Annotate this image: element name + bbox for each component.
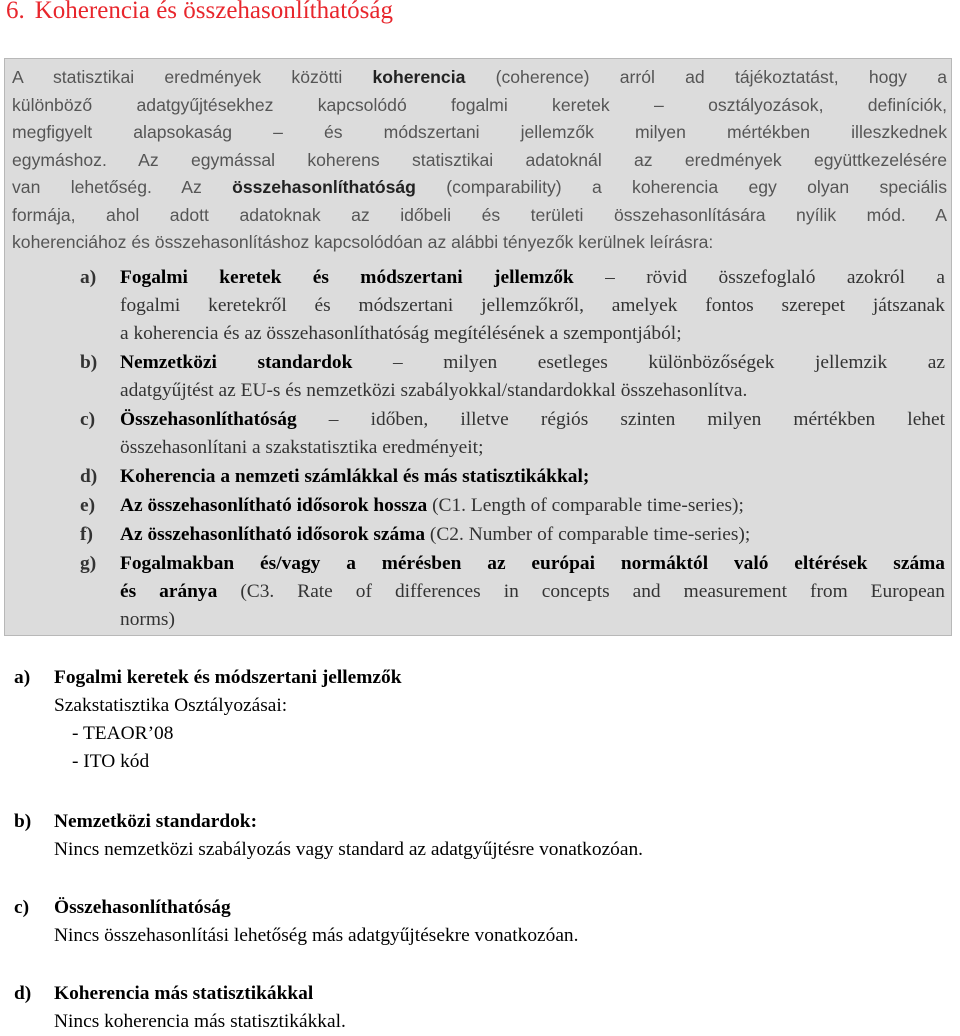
- section-c: [14, 894, 578, 950]
- item-line: [120, 492, 945, 520]
- item-line: [120, 349, 945, 377]
- section-d-letter: d): [14, 983, 32, 1004]
- item-letter: e): [80, 495, 96, 516]
- item-line: [120, 550, 945, 578]
- item-letter: d): [80, 466, 98, 487]
- text-run: (coherence) arról ad tájékoztatást, hogy a: [465, 67, 947, 87]
- list-item: - ITO kód: [72, 751, 150, 772]
- text-run: (C3. Rate of differences in concepts and measurement from European: [217, 581, 945, 602]
- item-line: [120, 377, 945, 405]
- paragraph-line: [12, 64, 947, 92]
- factor-list: [80, 264, 945, 635]
- bold-term: Összehasonlíthatóság: [120, 409, 297, 430]
- text-run: összehasonlítani a szakstatisztika eredményeit;: [120, 437, 484, 458]
- section-b-title: Nemzetközi standardok:: [54, 811, 258, 832]
- text-run: különböző adatgyűjtésekhez kapcsolódó fogalmi keretek – osztályozások, definíciók,: [12, 94, 947, 115]
- list-item: [80, 264, 945, 348]
- list-item: [80, 492, 945, 520]
- section-heading: [6, 0, 393, 25]
- bold-term: Fogalmakban és/vagy a mérésben az európai normáktól való eltérések száma: [120, 553, 945, 574]
- item-line: [120, 292, 945, 320]
- section-a-title: Fogalmi keretek és módszertani jellemzők: [54, 667, 402, 688]
- item-letter: b): [80, 352, 98, 373]
- text-run: a koherencia és az összehasonlíthatóság megítélésének a szempontjából;: [120, 323, 682, 344]
- text-run: van lehetőség. Az: [12, 177, 233, 197]
- heading-title: Koherencia és összehasonlíthatóság: [34, 0, 393, 24]
- text-run: – rövid összefoglaló azokról a: [573, 267, 945, 288]
- item-line: [120, 463, 945, 491]
- list-item: [80, 406, 945, 462]
- text-run: egymáshoz. Az egymással koherens statisztikai adatoknál az eredmények együttkezelésére: [12, 149, 947, 170]
- text-run: megfigyelt alapsokaság – és módszertani jellemzők milyen mértékben illeszkednek: [12, 122, 947, 142]
- item-line: [120, 434, 945, 462]
- bold-term: összehasonlíthatóság: [232, 177, 416, 197]
- text-run: norms): [120, 609, 175, 630]
- heading-number: 6.: [6, 0, 25, 24]
- list-item: [80, 550, 945, 634]
- bold-term: és aránya: [120, 581, 218, 602]
- paragraph-line: [12, 174, 947, 202]
- text-run: adatgyűjtést az EU-s és nemzetközi szabályokkal/standardokkal összehasonlítva.: [120, 380, 748, 401]
- list-item: [80, 349, 945, 405]
- bold-term: Koherencia a nemzeti számlákkal és más statisztikákkal;: [120, 466, 590, 487]
- text-run: A statisztikai eredmények közötti: [12, 67, 373, 87]
- paragraph-line: [12, 92, 947, 120]
- section-d: [14, 980, 346, 1036]
- item-line: [120, 521, 945, 549]
- section-b-text: Nincs nemzetközi szabályozás vagy standard az adatgyűjtésre vonatkozóan.: [54, 839, 644, 860]
- text-run: fogalmi keretekről és módszertani jellemzőkről, amelyek fontos szerepet játszanak: [120, 295, 945, 316]
- section-c-title: Összehasonlíthatóság: [54, 897, 231, 918]
- section-a: [14, 664, 402, 776]
- item-letter: a): [80, 267, 97, 288]
- section-d-text: Nincs koherencia más statisztikákkal.: [54, 1011, 346, 1032]
- list-item: [80, 521, 945, 549]
- item-line: [120, 606, 945, 634]
- text-run: – milyen esetleges különbözőségek jellemzik az: [352, 352, 945, 373]
- section-b: [14, 808, 643, 864]
- intro-paragraph: [12, 64, 947, 257]
- text-run: koherenciához és összehasonlításhoz kapcsolódóan az alábbi tényezők kerülnek leírásra:: [12, 232, 714, 252]
- section-a-letter: a): [14, 667, 31, 688]
- section-d-title: Koherencia más statisztikákkal: [54, 983, 314, 1004]
- section-c-text: Nincs összehasonlítási lehetőség más adatgyűjtésekre vonatkozóan.: [54, 925, 579, 946]
- item-line: [120, 578, 945, 606]
- section-b-letter: b): [14, 811, 32, 832]
- paragraph-line: [12, 202, 947, 230]
- bold-term: Nemzetközi standardok: [120, 352, 353, 373]
- text-run: – időben, illetve régiós szinten milyen mértékben lehet: [296, 409, 945, 430]
- paragraph-line: [12, 229, 947, 257]
- text-run: formája, ahol adott adatoknak az időbeli és területi összehasonlítására nyílik mód. A: [12, 204, 947, 225]
- item-line: [120, 406, 945, 434]
- bold-term: koherencia: [372, 67, 466, 87]
- section-a-text: Szakstatisztika Osztályozásai:: [54, 695, 288, 716]
- text-run: (C2. Number of comparable time-series);: [425, 524, 751, 545]
- item-letter: g): [80, 553, 97, 574]
- item-letter: c): [80, 409, 96, 430]
- list-item: - TEAOR’08: [72, 723, 174, 744]
- text-run: (comparability) a koherencia egy olyan speciális: [415, 177, 947, 197]
- item-line: [120, 264, 945, 292]
- item-letter: f): [80, 524, 93, 545]
- bold-term: Fogalmi keretek és módszertani jellemzők: [120, 267, 574, 288]
- paragraph-line: [12, 119, 947, 147]
- text-run: (C1. Length of comparable time-series);: [427, 495, 744, 516]
- section-c-letter: c): [14, 897, 30, 918]
- item-line: [120, 320, 945, 348]
- bold-term: Az összehasonlítható idősorok hossza: [120, 495, 428, 516]
- list-item: [80, 463, 945, 491]
- paragraph-line: [12, 147, 947, 175]
- bold-term: Az összehasonlítható idősorok száma: [120, 524, 426, 545]
